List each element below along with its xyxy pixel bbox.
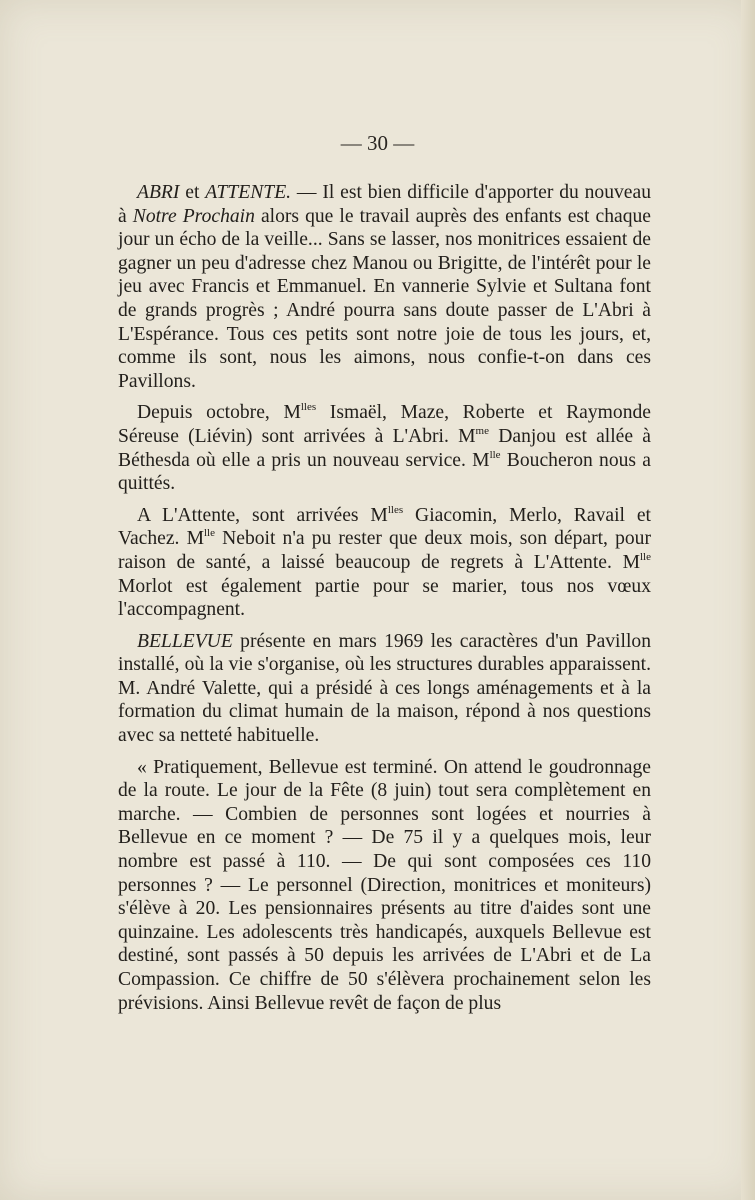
page-edge — [741, 0, 755, 1200]
page-number: — 30 — — [340, 131, 415, 155]
paragraph: ABRI et ATTENTE. — Il est bien difficile d'apporter du nouveau à Notre Prochain alors que le travail auprès des enfants est chaque jour un écho de la veille... Sans se lasser, nos monitrices essaient de gagner un peu d'adresse chez Manou ou Brigitte, de l'intérêt pour le jeu avec Francis et Emmanuel. En vannerie Sylvie et Sultana font de grands progrès ; André pourra sans doute passer de L'Abri à L'Espérance. Tous ces petits sont notre joie de tous les jours, et, comme ils sont, nous les aimons, nous confie-t-on dans ces Pavillons. — [118, 182, 651, 392]
title-abbreviation: lle — [489, 448, 501, 461]
italic-text: Notre Prochain — [132, 205, 255, 227]
paragraph: « Pratiquement, Bellevue est terminé. On attend le goudronnage de la route. Le jour de la Fête (8 juin) tout sera complètement en marche. — Combien de personnes sont logées et nourries à Bellevue en ce moment ? — De 75 il y a quelques mois, leur nombre est passé à 110. — De qui sont composées ces 110 personnes ? — Le personnel (Direction, monitrices et moniteurs) s'élève à 20. Les pensionnaires présents au titre d'aides sont une quinzaine. Les adolescents très handicapés, auxquels Bellevue est destiné, sont passés à 50 depuis les arrivées de L'Abri et de La Compassion. Ce chiffre de 50 s'élèvera prochainement selon les prévisions. Ainsi Bellevue revêt de façon de plus — [118, 756, 651, 1014]
body-text — [118, 181, 651, 1023]
paragraph: Depuis octobre, $M^{lles}$ Ismaël, Maze, Roberte et Raymonde Séreuse (Liévin) sont arrivées à L'Abri. $M^{me}$ Danjou est allée à Béthesda où elle a pris un nouveau service. $M^{lle}$ Boucheron nous a quittés. — [118, 401, 651, 495]
paragraph: BELLEVUE présente en mars 1969 les caractères d'un Pavillon installé, où la vie s'organise, où les structures durables apparaissent. M. André Valette, qui a présidé à ces longs aménagements et à la formation du climat humain de la maison, répond à nos questions avec sa netteté habituelle. — [118, 630, 651, 747]
title-abbreviation: lles — [300, 401, 317, 414]
title-abbreviation: me — [475, 424, 489, 437]
italic-text: BELLEVUE — [137, 630, 233, 652]
italic-text: ATTENTE. — [205, 182, 292, 203]
section-heading: ABRI — [137, 182, 180, 203]
title-abbreviation: lle — [640, 550, 651, 563]
title-abbreviation: lle — [204, 527, 215, 540]
title-abbreviation: lles — [387, 503, 404, 516]
paragraph: A L'Attente, sont arrivées $M^{lles}$ Giacomin, Merlo, Ravail et Vachez. $M^{lle}$ Neboit n'a pu rester que deux mois, son départ, pour raison de santé, a laissé beaucoup de regrets à L'Attente. $M^{lle}$ Morlot est également partie pour se marier, tous nos vœux l'accompagnent. — [118, 503, 651, 621]
